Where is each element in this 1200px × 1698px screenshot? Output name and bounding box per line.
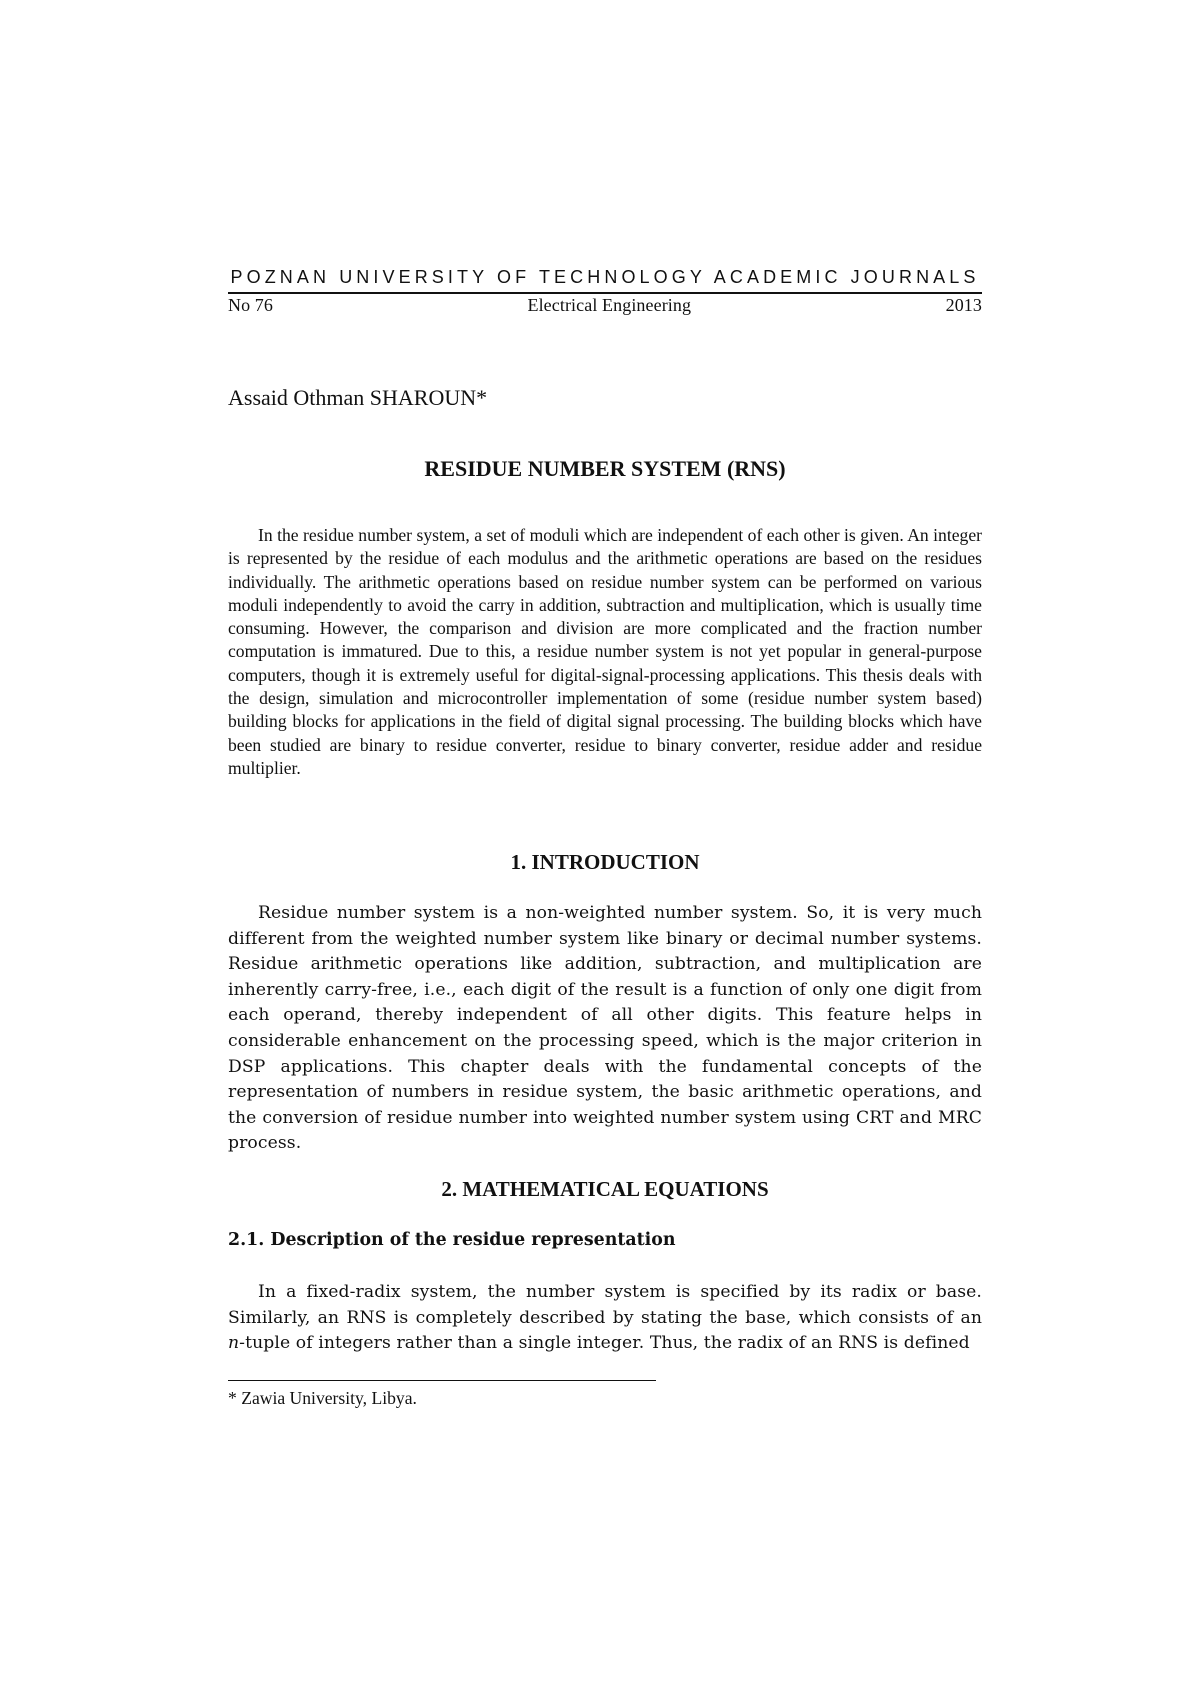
journal-field: Electrical Engineering bbox=[527, 295, 692, 315]
subsection-heading-residue-representation: 2.1. Description of the residue representation bbox=[228, 1230, 676, 1250]
section-heading-mathematical-equations: 2. MATHEMATICAL EQUATIONS bbox=[441, 1177, 769, 1201]
residue-representation-paragraph bbox=[228, 1280, 982, 1357]
footnote-rule bbox=[228, 1380, 656, 1381]
journal-info-row bbox=[228, 294, 982, 316]
author-name: Assaid Othman SHAROUN* bbox=[228, 385, 488, 410]
section-heading-introduction: 1. INTRODUCTION bbox=[510, 850, 700, 874]
publication-year: 2013 bbox=[945, 295, 982, 315]
paragraph-text-end: -tuple of integers rather than a single integer. Thus, the radix of an RNS is defined bbox=[239, 1333, 970, 1354]
issue-number: No 76 bbox=[228, 295, 273, 315]
paper-title: RESIDUE NUMBER SYSTEM (RNS) bbox=[424, 456, 786, 481]
abstract: In the residue number system, a set of moduli which are independent of each other is given. An integer is represented by the residue of each modulus and the arithmetic operations are based on the residues individually. The arithmetic operations based on residue number system can be performed on various moduli independently to avoid the carry in addition, subtraction and multiplication, which is usually time consuming. However, the comparison and division are more complicated and the fraction number computation is immatured. Due to this, a residue number system is not yet popular in general-purpose computers, though it is extremely useful for digital-signal-processing applications. This thesis deals with the design, simulation and microcontroller implementation of some (residue number system based) building blocks for applications in the field of digital signal processing. The building blocks which have been studied are binary to residue converter, residue to binary converter, residue adder and residue multiplier. bbox=[228, 525, 982, 778]
journal-name: POZNAN UNIVERSITY OF TECHNOLOGY ACADEMIC JOURNALS bbox=[230, 267, 980, 287]
footnote-affiliation: * Zawia University, Libya. bbox=[228, 1388, 417, 1408]
variable-n: n bbox=[228, 1333, 240, 1354]
paragraph-text-start: In a fixed-radix system, the number system is specified by its radix or base. Similarly, an RNS is completely described by stating the base, which consists of an bbox=[228, 1282, 982, 1328]
introduction-paragraph: Residue number system is a non-weighted number system. So, it is very much different from the weighted number system like binary or decimal number systems. Residue arithmetic operations like addition, subtraction, and multiplication are inherently carry-free, i.e., each digit of the result is a function of only one digit from each operand, thereby independent of all other digits. This feature helps in considerable enhancement on the processing speed, which is the major criterion in DSP applications. This chapter deals with the fundamental concepts of the representation of numbers in residue system, the basic arithmetic operations, and the conversion of residue number into weighted number system using CRT and MRC process. bbox=[228, 903, 982, 1154]
